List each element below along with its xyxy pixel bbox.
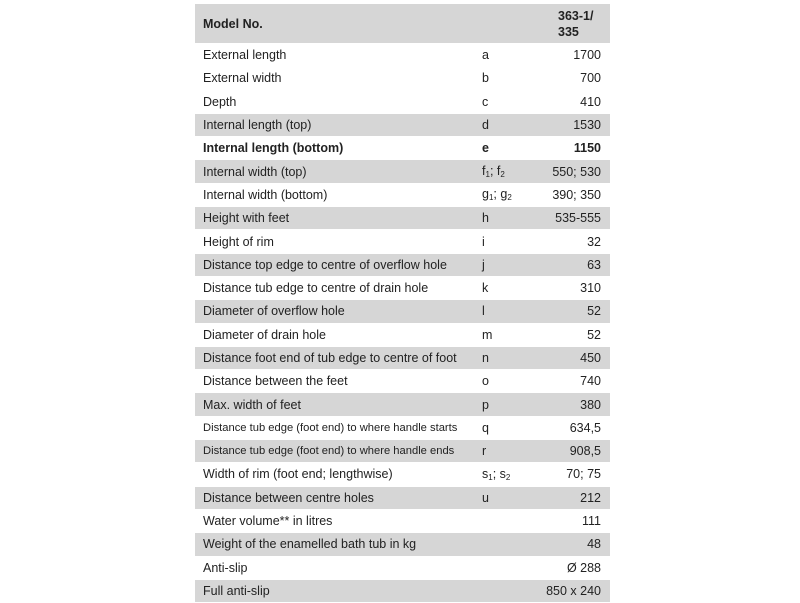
row-value: 1700 bbox=[573, 48, 601, 63]
row-label: Max. width of feet bbox=[203, 397, 301, 412]
row-label: Distance between the feet bbox=[203, 374, 348, 389]
table-row bbox=[195, 184, 610, 207]
table-row bbox=[195, 160, 610, 183]
row-value: Ø 288 bbox=[566, 560, 601, 575]
row-value: 63 bbox=[587, 257, 601, 272]
row-label: Diameter of drain hole bbox=[203, 327, 326, 342]
table-row bbox=[195, 67, 610, 90]
row-symbol: r bbox=[482, 444, 487, 459]
row-label: Distance foot end of tub edge to centre of foot bbox=[203, 351, 457, 365]
row-value: 550; 530 bbox=[552, 164, 601, 179]
table-row bbox=[195, 207, 610, 230]
row-value: 1150 bbox=[573, 141, 601, 156]
row-label: Distance tub edge (foot end) to where handle starts bbox=[203, 421, 458, 434]
row-label: Diameter of overflow hole bbox=[203, 304, 345, 319]
header-label: Model No. bbox=[203, 16, 263, 31]
header-model-number bbox=[535, 8, 610, 40]
row-value: 111 bbox=[581, 514, 601, 529]
row-label: Anti-slip bbox=[203, 560, 248, 575]
table-row bbox=[195, 510, 610, 533]
row-label: External width bbox=[203, 71, 282, 86]
row-label: Height of rim bbox=[203, 234, 274, 249]
row-symbol: m bbox=[482, 327, 493, 342]
row-value: 410 bbox=[580, 94, 601, 109]
row-value: 908,5 bbox=[569, 444, 601, 459]
table-row bbox=[195, 487, 610, 510]
row-symbol: p bbox=[482, 397, 489, 412]
row-value: 52 bbox=[587, 327, 601, 342]
row-symbol: u bbox=[482, 490, 489, 505]
row-symbol: $g_1$; $g_2$ bbox=[482, 187, 512, 203]
row-value: 32 bbox=[587, 234, 601, 249]
row-label: Full anti-slip bbox=[203, 583, 270, 598]
row-symbol: h bbox=[482, 211, 489, 226]
row-symbol: l bbox=[482, 304, 485, 319]
table-row bbox=[195, 370, 610, 393]
row-symbol: $f_1$; $f_2$ bbox=[482, 164, 505, 180]
row-symbol: $s_1$; $s_2$ bbox=[482, 466, 511, 482]
header-value-line1: 363-1/ bbox=[558, 8, 594, 23]
row-label: Distance tub edge to centre of drain hole bbox=[203, 281, 429, 296]
row-value: 52 bbox=[587, 304, 601, 319]
row-value: 535-555 bbox=[555, 211, 601, 226]
row-label: Water volume** in litres bbox=[203, 514, 333, 529]
row-value: 1530 bbox=[573, 118, 601, 133]
row-symbol: k bbox=[482, 281, 489, 296]
table-header-row bbox=[195, 4, 610, 44]
row-label: External length bbox=[203, 48, 287, 63]
row-symbol: j bbox=[482, 257, 485, 272]
table-row bbox=[195, 324, 610, 347]
row-symbol: q bbox=[482, 420, 489, 435]
row-symbol: o bbox=[482, 374, 489, 389]
table-row bbox=[195, 417, 610, 440]
row-label: Distance tub edge (foot end) to where handle ends bbox=[203, 445, 455, 458]
row-label: Height with feet bbox=[203, 211, 290, 226]
table-row bbox=[195, 440, 610, 463]
row-value: 380 bbox=[580, 397, 601, 412]
row-label: Distance between centre holes bbox=[203, 490, 374, 505]
table-row bbox=[195, 393, 610, 416]
row-value: 212 bbox=[580, 490, 601, 505]
row-symbol: c bbox=[482, 94, 489, 109]
row-value: 634,5 bbox=[569, 420, 601, 435]
row-value: 48 bbox=[587, 537, 601, 552]
row-value: 850 x 240 bbox=[546, 583, 601, 598]
table-row bbox=[195, 254, 610, 277]
row-value: 740 bbox=[580, 374, 601, 389]
table-row bbox=[195, 300, 610, 323]
row-label: Internal width (bottom) bbox=[203, 187, 328, 202]
row-symbol: n bbox=[482, 351, 489, 365]
row-label: Internal width (top) bbox=[203, 164, 307, 179]
table-row bbox=[195, 44, 610, 67]
row-symbol: d bbox=[482, 118, 489, 133]
row-symbol: a bbox=[482, 48, 489, 63]
table-row bbox=[195, 463, 610, 486]
header-value-line2: 335 bbox=[558, 24, 579, 39]
specification-table bbox=[195, 4, 610, 603]
table-row bbox=[195, 557, 610, 580]
table-row-highlighted bbox=[195, 137, 610, 160]
row-symbol: i bbox=[482, 234, 485, 249]
row-label: Internal length (bottom) bbox=[203, 141, 344, 156]
table-row bbox=[195, 230, 610, 253]
row-symbol: b bbox=[482, 71, 489, 86]
row-value: 70; 75 bbox=[566, 467, 601, 482]
row-value: 700 bbox=[580, 71, 601, 86]
row-symbol: e bbox=[482, 141, 489, 156]
row-value: 390; 350 bbox=[552, 187, 601, 202]
row-label: Internal length (top) bbox=[203, 118, 312, 133]
row-label: Depth bbox=[203, 94, 237, 109]
table-row bbox=[195, 533, 610, 556]
row-label: Weight of the enamelled bath tub in kg bbox=[203, 537, 417, 552]
table-row bbox=[195, 347, 610, 370]
table-row bbox=[195, 277, 610, 300]
row-value: 310 bbox=[580, 281, 601, 296]
row-label: Width of rim (foot end; lengthwise) bbox=[203, 467, 393, 482]
table-row bbox=[195, 114, 610, 137]
row-value: 450 bbox=[580, 351, 601, 365]
row-label: Distance top edge to centre of overflow hole bbox=[203, 257, 447, 272]
table-row bbox=[195, 91, 610, 114]
